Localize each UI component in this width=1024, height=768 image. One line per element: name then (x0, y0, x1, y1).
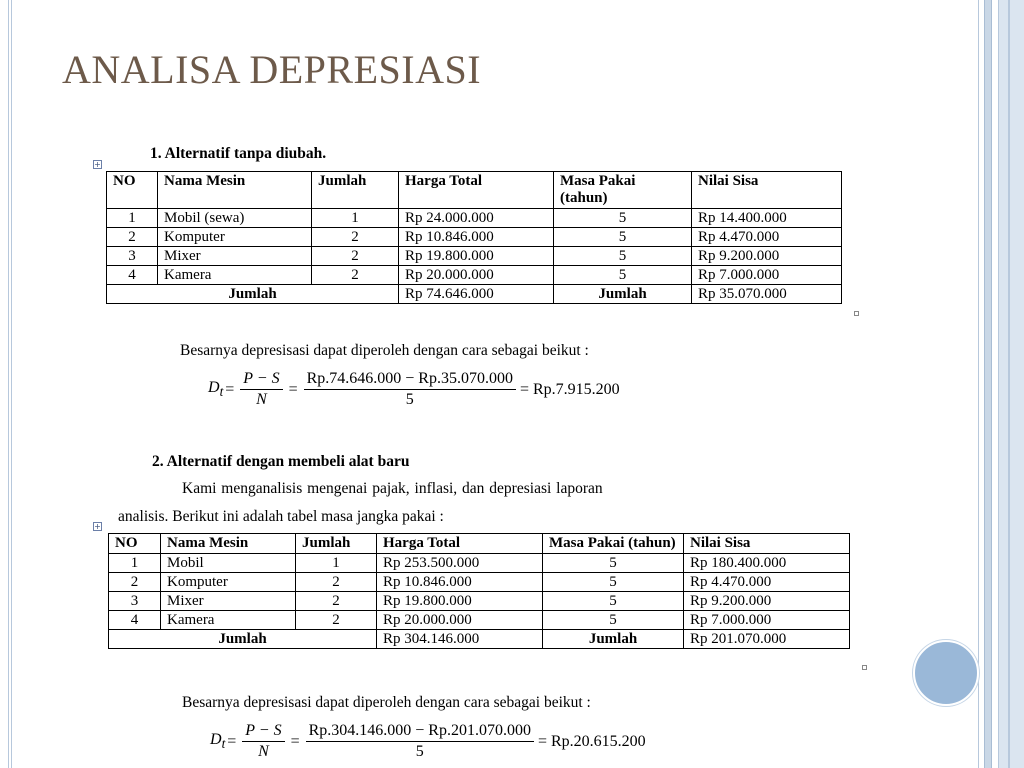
col-header-masa-pakai: Masa Pakai (tahun) (554, 172, 692, 209)
cell-no: 2 (107, 228, 158, 247)
cell-no: 4 (107, 266, 158, 285)
col-header-jumlah: Jumlah (312, 172, 399, 209)
formula-lhs: $D_t$ (210, 730, 226, 752)
col-header-no: NO (109, 534, 161, 554)
table-move-icon[interactable]: + (94, 160, 101, 169)
cell-masa: 5 (543, 611, 684, 630)
table-row (107, 266, 842, 285)
cell-nama: Mixer (158, 247, 312, 266)
cell-jumlah: 2 (312, 247, 399, 266)
cell-harga: Rp 20.000.000 (377, 611, 543, 630)
cell-nilai: Rp 180.400.000 (684, 554, 850, 573)
cell-masa: 5 (543, 573, 684, 592)
table-row (109, 554, 850, 573)
formula-fraction-2: $\frac{Rp.304.146.000 - Rp.201.070.000}{5}$ (306, 722, 534, 761)
table-resize-handle-icon[interactable] (862, 665, 867, 670)
cell-jumlah: 1 (296, 554, 377, 573)
cell-jumlah: 1 (312, 209, 399, 228)
formula-fraction-1: $\frac{P - S}{N}$ (240, 370, 282, 409)
total-label-2: Jumlah (543, 630, 684, 649)
table-row (107, 247, 842, 266)
cell-nama: Kamera (161, 611, 296, 630)
slide-frame-right (978, 0, 1024, 768)
cell-no: 2 (109, 573, 161, 592)
cell-masa: 5 (554, 266, 692, 285)
total-harga: Rp 74.646.000 (399, 285, 554, 304)
cell-jumlah: 2 (312, 266, 399, 285)
cell-harga: Rp 19.800.000 (399, 247, 554, 266)
cell-harga: Rp 19.800.000 (377, 592, 543, 611)
slide-frame-left (8, 0, 12, 768)
section2-paragraph-line2: analisis. Berikut ini adalah tabel masa jangka pakai : (118, 508, 444, 525)
table-row (109, 592, 850, 611)
formula-lhs: $D_t$ (208, 378, 224, 400)
total-label: Jumlah (109, 630, 377, 649)
table-section1 (106, 171, 842, 304)
cell-masa: 5 (554, 228, 692, 247)
formula-result: = Rp.20.615.200 (537, 732, 646, 750)
formula-fraction-2: $\frac{Rp.74.646.000 - Rp.35.070.000}{5}$ (304, 370, 516, 409)
cell-nama: Komputer (161, 573, 296, 592)
formula-result: = Rp.7.915.200 (519, 380, 620, 398)
col-header-nama-mesin: Nama Mesin (158, 172, 312, 209)
col-header-nilai-sisa: Nilai Sisa (692, 172, 842, 209)
col-header-harga-total: Harga Total (377, 534, 543, 554)
cell-jumlah: 2 (296, 592, 377, 611)
table-move-icon[interactable]: + (94, 522, 101, 531)
cell-no: 1 (107, 209, 158, 228)
total-label: Jumlah (107, 285, 399, 304)
section2-paragraph-line1: Kami menganalisis mengenai pajak, inflasi, dan depresiasi laporan (182, 480, 603, 497)
col-header-nilai-sisa: Nilai Sisa (684, 534, 850, 554)
table-row (109, 611, 850, 630)
formula-fraction-1: $\frac{P - S}{N}$ (242, 722, 284, 761)
col-header-jumlah: Jumlah (296, 534, 377, 554)
table-row (107, 228, 842, 247)
table-row (109, 573, 850, 592)
total-label-2: Jumlah (554, 285, 692, 304)
total-nilai: Rp 35.070.000 (692, 285, 842, 304)
col-header-nama-mesin: Nama Mesin (161, 534, 296, 554)
section1-intro: Besarnya depresisasi dapat diperoleh dengan cara sebagai beikut : (180, 342, 589, 359)
cell-jumlah: 2 (312, 228, 399, 247)
section2-formula: $D_t$ = $\frac{P - S}{N}$ = $\frac{Rp.304.146.000 - Rp.201.070.000}{5}$ = Rp.20.615.200 (210, 722, 646, 760)
cell-masa: 5 (554, 209, 692, 228)
cell-nama: Mobil (161, 554, 296, 573)
section1-formula: $D_t$ = $\frac{P - S}{N}$ = $\frac{Rp.74.646.000 - Rp.35.070.000}{5}$ = Rp.7.915.200 (208, 370, 620, 408)
section1-heading: 1. Alternatif tanpa diubah. (150, 145, 327, 162)
cell-nilai: Rp 4.470.000 (692, 228, 842, 247)
cell-harga: Rp 10.846.000 (377, 573, 543, 592)
cell-masa: 5 (543, 554, 684, 573)
total-harga: Rp 304.146.000 (377, 630, 543, 649)
cell-nilai: Rp 7.000.000 (684, 611, 850, 630)
cell-nilai: Rp 9.200.000 (692, 247, 842, 266)
cell-harga: Rp 20.000.000 (399, 266, 554, 285)
col-header-masa-pakai: Masa Pakai (tahun) (543, 534, 684, 554)
table-resize-handle-icon[interactable] (854, 311, 859, 316)
cell-no: 3 (109, 592, 161, 611)
cell-nilai: Rp 7.000.000 (692, 266, 842, 285)
col-header-no: NO (107, 172, 158, 209)
cell-nama: Mobil (sewa) (158, 209, 312, 228)
cell-jumlah: 2 (296, 611, 377, 630)
cell-masa: 5 (543, 592, 684, 611)
cell-harga: Rp 253.500.000 (377, 554, 543, 573)
table-total-row (109, 630, 850, 649)
cell-nilai: Rp 14.400.000 (692, 209, 842, 228)
table-header-row (109, 534, 850, 554)
decoration-circle-icon (913, 640, 979, 706)
table-section2 (108, 533, 850, 649)
cell-harga: Rp 10.846.000 (399, 228, 554, 247)
cell-nama: Komputer (158, 228, 312, 247)
cell-no: 1 (109, 554, 161, 573)
col-header-harga-total: Harga Total (399, 172, 554, 209)
section2-intro: Besarnya depresisasi dapat diperoleh dengan cara sebagai beikut : (182, 694, 591, 711)
total-nilai: Rp 201.070.000 (684, 630, 850, 649)
cell-no: 3 (107, 247, 158, 266)
slide-title: ANALISA DEPRESIASI (62, 47, 482, 92)
cell-no: 4 (109, 611, 161, 630)
table-header-row (107, 172, 842, 209)
cell-jumlah: 2 (296, 573, 377, 592)
cell-masa: 5 (554, 247, 692, 266)
cell-nama: Kamera (158, 266, 312, 285)
cell-nilai: Rp 4.470.000 (684, 573, 850, 592)
section2-heading: 2. Alternatif dengan membeli alat baru (152, 453, 410, 470)
cell-harga: Rp 24.000.000 (399, 209, 554, 228)
cell-nama: Mixer (161, 592, 296, 611)
cell-nilai: Rp 9.200.000 (684, 592, 850, 611)
table-total-row (107, 285, 842, 304)
table-row (107, 209, 842, 228)
